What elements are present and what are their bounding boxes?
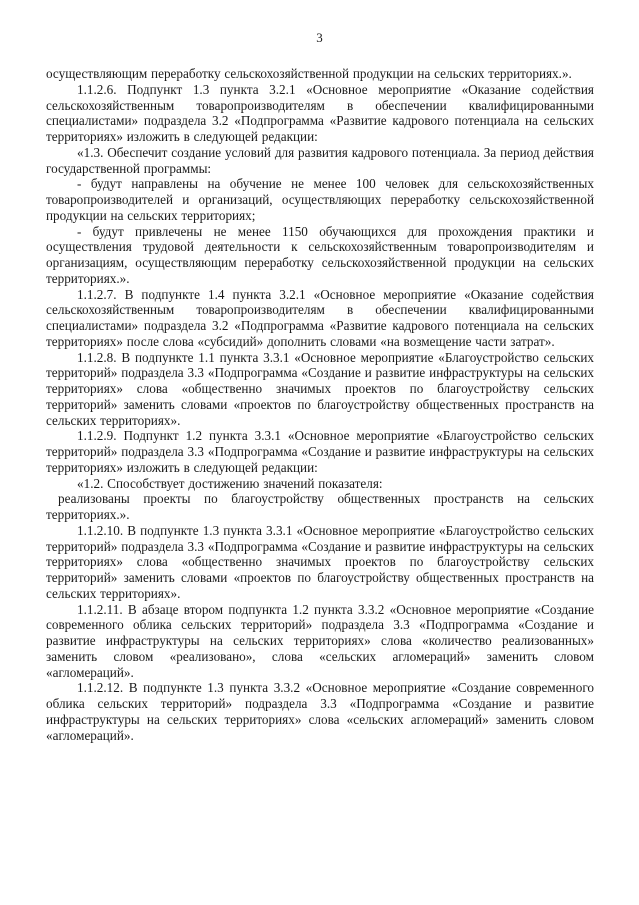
paragraph-1-1-2-9: 1.1.2.9. Подпункт 1.2 пункта 3.3.1 «Основное мероприятие «Благоустройство сельских территорий» подраздела 3.3 «Подпрограмма «Создание и развитие инфраструктуры на сельских территориях» изложить в следующей редакции: [46,428,594,475]
paragraph-bullet-training: - будут направлены на обучение не менее 100 человек для сельскохозяйственных товаропроизводителей и организаций, осуществляющих переработку сельскохозяйственной продукции на сельских территориях; [46,176,594,223]
paragraph-projects-realized: реализованы проекты по благоустройству общественных пространств на сельских территориях.». [46,491,594,522]
paragraph-quote-1-3: «1.3. Обеспечит создание условий для развития кадрового потенциала. За период действия государственной программы: [46,144,594,176]
paragraph-1-1-2-6: 1.1.2.6. Подпункт 1.3 пункта 3.2.1 «Основное мероприятие «Оказание содействия сельскохозяйственным товаропроизводителям в обеспечении квалифицированными специалистами» подраздела 3.2 «Подпрограмма «Развитие кадрового потенциала на сельских территориях» изложить в следующей редакции: [46,81,594,144]
paragraph-1-1-2-7: 1.1.2.7. В подпункте 1.4 пункта 3.2.1 «Основное мероприятие «Оказание содействия сельскохозяйственным товаропроизводителям в обеспечении квалифицированными специалистами» подраздела 3.2 «Подпрограмма «Развитие кадрового потенциала на сельских территориях» после слова «субсидий» дополнить словами «на возмещение части затрат». [46,286,594,349]
paragraph-1-1-2-11: 1.1.2.11. В абзаце втором подпункта 1.2 пункта 3.3.2 «Основное мероприятие «Создание современного облика сельских территорий» подраздела 3.3 «Подпрограмма «Создание и развитие инфраструктуры на сельских территориях» слова «количество реализованных» заменить словом «реализовано», слова «сельских агломераций» заменить словом «агломераций». [46,601,594,680]
page-number: 3 [316,30,323,45]
document-body [46,66,594,743]
paragraph-1-1-2-10: 1.1.2.10. В подпункте 1.3 пункта 3.3.1 «Основное мероприятие «Благоустройство сельских территорий» подраздела 3.3 «Подпрограмма «Создание и развитие инфраструктуры на сельских территориях» слова «общественно значимых проектов по благоустройству сельских территорий» заменить словами «проектов по благоустройству общественных пространств на сельских территориях». [46,522,594,601]
paragraph-bullet-practice: - будут привлечены не менее 1150 обучающихся для прохождения практики и осуществления трудовой деятельности к сельскохозяйственным товаропроизводителям и организациям, осуществляющим переработку сельскохозяйственной продукции на сельских территориях.». [46,223,594,286]
paragraph-1-1-2-12: 1.1.2.12. В подпункте 1.3 пункта 3.3.2 «Основное мероприятие «Создание современного облика сельских территорий» подраздела 3.3 «Подпрограмма «Создание и развитие инфраструктуры на сельских территориях» слова «сельских агломераций» заменить словом «агломераций». [46,680,594,743]
paragraph-quote-1-2: «1.2. Способствует достижению значений показателя: [77,475,383,491]
paragraph-continuation: осуществляющим переработку сельскохозяйственной продукции на сельских территориях.». [46,66,572,81]
paragraph-1-1-2-8: 1.1.2.8. В подпункте 1.1 пункта 3.3.1 «Основное мероприятие «Благоустройство сельских территорий» подраздела 3.3 «Подпрограмма «Создание и развитие инфраструктуры на сельских территориях» слова «общественно значимых проектов по благоустройству сельских территорий» заменить словами «проектов по благоустройству общественных пространств на сельских территориях». [46,349,594,428]
